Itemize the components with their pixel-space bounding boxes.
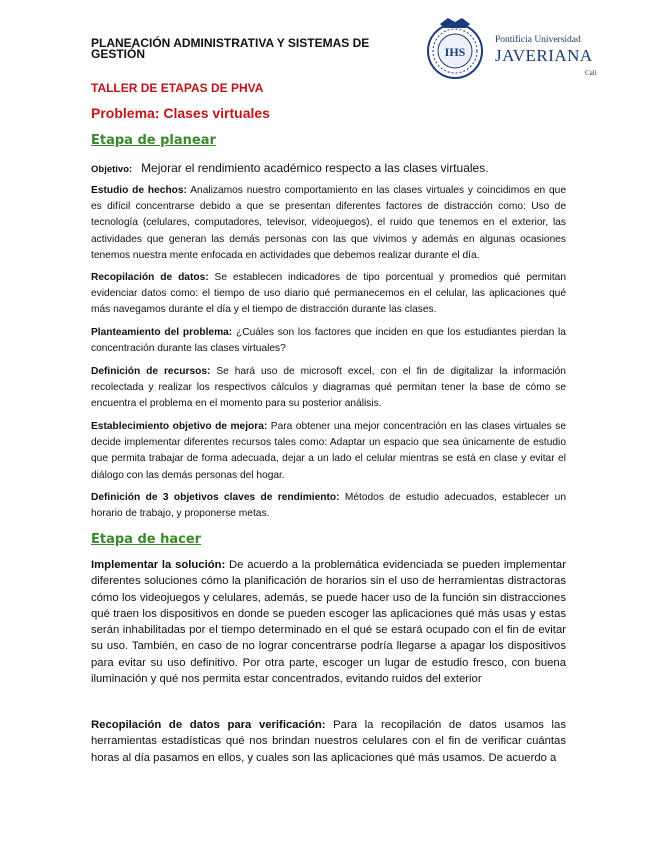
recopilacion-label: Recopilación de datos:: [91, 272, 209, 283]
verificacion-label: Recopilación de datos para verificación:: [91, 719, 326, 731]
recursos-label: Definición de recursos:: [91, 366, 211, 377]
objetivo-label: Objetivo:: [91, 164, 133, 175]
recopilacion-text: Se establecen indicadores de tipo porcentual y promedios qué permitan evidenciar datos como: el tiempo de uso diario qué permanecemos en el celular, las aplicaciones qué más navegamos durante el día y el tiempo de distracción durante las clases.: [91, 272, 566, 316]
problem-title: Problema: Clases virtuales: [91, 105, 270, 121]
javeriana-seal-icon: [420, 14, 490, 84]
implementar-label: Implementar la solución:: [91, 559, 226, 571]
workshop-title: TALLER DE ETAPAS DE PHVA: [91, 81, 264, 95]
estudio-label: Estudio de hechos:: [91, 185, 187, 196]
implementar-paragraph: [91, 557, 566, 687]
logo-line-3: Cali: [585, 69, 597, 77]
logo-line-2: JAVERIANA: [495, 46, 593, 65]
planteamiento-label: Planteamiento del problema:: [91, 327, 233, 338]
logo-line-1: Pontificia Universidad: [495, 35, 581, 45]
recopilacion-paragraph: [91, 270, 566, 319]
objetivo-text: Mejorar el rendimiento académico respecto a las clases virtuales.: [141, 161, 489, 175]
hacer-heading: Etapa de hacer: [91, 532, 202, 547]
verificacion-text: Para la recopilación de datos usamos las herramientas estadísticas qué nos brindan nuestros celulares con el fin de verificar cuántas horas al día pasamos en ellos, y cuales son las aplicaciones qué más usamos. De acuerdo a: [91, 719, 566, 764]
course-title: PLANEACIÓN ADMINISTRATIVA Y SISTEMAS DE GESTIÓN: [91, 36, 370, 61]
estudio-text: Analizamos nuestro comportamiento en las clases virtuales y coincidimos en que es difícil concentrarse debido a que se presentan diferentes factores de distracción como: Uso de tecnología (celulares, computadores, televisor, videojuegos), el ruido que tenemos en el exterior, las actividades que generan las demás personas con las que vivimos y además en algunas ocasiones tenemos nuestra mente enfocada en actividades que debemos realizar durante el día.: [91, 185, 566, 261]
objetivo-paragraph: [91, 159, 566, 177]
estudio-paragraph: [91, 183, 566, 264]
planear-heading: Etapa de planear: [91, 133, 216, 148]
seal-lettering: IHS: [444, 45, 466, 59]
university-logo: [420, 14, 595, 84]
establecimiento-paragraph: [91, 419, 566, 484]
verificacion-paragraph: [91, 717, 566, 766]
establecimiento-text: Para obtener una mejor concentración en las clases virtuales se decide implementar diferentes recursos tales como: Adaptar un espacio que sea únicamente de estudio que permita trabajar de forma adecuada, dejar a un lado el celular mientras se está en clase y evitar el diálogo con las demás personas del hogar.: [91, 421, 566, 481]
definicion-text: Métodos de estudio adecuados, establecer un horario de trabajo, y proponerse metas.: [91, 492, 566, 520]
definicion-label: Definición de 3 objetivos claves de rendimiento:: [91, 492, 340, 503]
establecimiento-label: Establecimiento objetivo de mejora:: [91, 421, 268, 432]
recursos-text: Se hará uso de microsoft excel, con el fin de digitalizar la información recolectada y realizar los respectivos cálculos y diagramas qué permitan tener la base de cómo se encuentra el problema en el momento para su posterior análisis.: [91, 366, 566, 410]
planteamiento-text: ¿Cuáles son los factores que inciden en que los estudiantes pierdan la concentración durante las clases virtuales?: [91, 327, 566, 355]
planteamiento-paragraph: [91, 325, 566, 357]
implementar-text: De acuerdo a la problemática evidenciada se pueden implementar diferentes soluciones cómo la planificación de horarios sin el uso de herramientas distractoras cómo los videojuegos y celulares, además, se puede hacer uso de la función sin distracciones qué traen los dispositivos en donde se pueden escoger las aplicaciones qué más usas y estas serán inhabilitadas por el tiempo determinado en el qué se estará ocupado con el fin de evitar su uso. También, en caso de no lograr concentrarse podría llegarse a apagar los dispositivos para evitar su uso definitivo. Por otra parte, escoger un lugar de estudio fresco, con buena iluminación y qué nos permita estar concentrados, evitando ruidos del exterior: [91, 559, 566, 686]
recursos-paragraph: [91, 364, 566, 413]
definicion-paragraph: [91, 490, 566, 522]
